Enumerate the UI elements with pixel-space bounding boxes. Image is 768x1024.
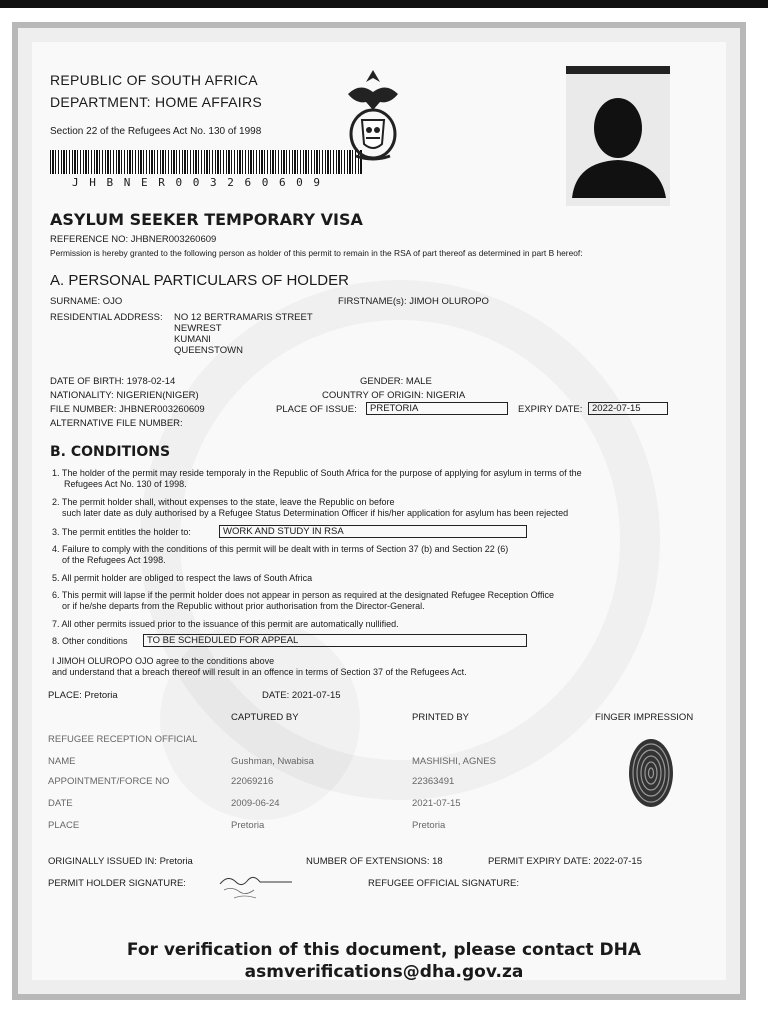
condition-7: 7. All other permits issued prior to the issuance of this permit are automatically nullified. — [52, 619, 399, 629]
expiry-date-label: EXPIRY DATE: — [518, 404, 583, 415]
condition-8: 8. Other conditions — [52, 636, 128, 646]
condition-6-cont: or if he/she departs from the Republic without prior authorisation from the Director-General. — [62, 601, 425, 611]
address-line: QUEENSTOWN — [174, 345, 243, 356]
reference-number: REFERENCE NO: JHBNER003260609 — [50, 234, 217, 245]
captured-place: Pretoria — [231, 820, 265, 831]
conditions-heading: B. CONDITIONS — [50, 444, 171, 460]
nationality: NATIONALITY: NIGERIEN(NIGER) — [50, 390, 199, 401]
permit-expiry-date: PERMIT EXPIRY DATE: 2022-07-15 — [488, 856, 643, 867]
reception-official-label: REFUGEE RECEPTION OFFICIAL — [48, 734, 198, 745]
place-label: PLACE — [48, 820, 80, 831]
captured-name: Gushman, Nwabisa — [231, 756, 314, 767]
barcode-text: J H B N E R 0 0 3 2 6 0 6 0 9 — [72, 176, 323, 189]
country-name: REPUBLIC OF SOUTH AFRICA — [50, 72, 258, 88]
expiry-date-field: 2022-07-15 — [588, 402, 668, 415]
official-signature-label: REFUGEE OFFICIAL SIGNATURE: — [368, 878, 519, 889]
holder-photo — [566, 66, 670, 206]
finger-impression-heading: FINGER IMPRESSION — [595, 712, 694, 723]
alternative-file-number: ALTERNATIVE FILE NUMBER: — [50, 418, 183, 429]
holder-signature-label: PERMIT HOLDER SIGNATURE: — [48, 878, 186, 889]
gender: GENDER: MALE — [360, 376, 432, 387]
condition-6: 6. This permit will lapse if the permit holder does not appear in person as required at the designated Refugee Reception Office — [52, 590, 554, 600]
department-name: DEPARTMENT: HOME AFFAIRS — [50, 94, 263, 110]
first-names: FIRSTNAME(s): JIMOH OLUROPO — [338, 296, 489, 307]
condition-2: 2. The permit holder shall, without expenses to the state, leave the Republic on before — [52, 497, 395, 507]
printed-by-heading: PRINTED BY — [412, 712, 470, 723]
personal-particulars-heading: A. PERSONAL PARTICULARS OF HOLDER — [50, 272, 349, 289]
permission-statement: Permission is hereby granted to the following person as holder of this permit to remain in the RSA of part thereof as determined in part B hereof: — [50, 248, 583, 258]
condition-1-cont: Refugees Act No. 130 of 1998. — [64, 479, 187, 489]
surname: SURNAME: OJO — [50, 296, 123, 307]
country-of-origin: COUNTRY OF ORIGIN: NIGERIA — [322, 390, 466, 401]
condition-5: 5. All permit holder are obliged to respect the laws of South Africa — [52, 573, 313, 583]
name-label: NAME — [48, 756, 76, 767]
originally-issued: ORIGINALLY ISSUED IN: Pretoria — [48, 856, 193, 867]
coat-of-arms-icon — [340, 64, 406, 164]
address-label: RESIDENTIAL ADDRESS: — [50, 312, 163, 323]
verification-email[interactable]: asmverifications@dha.gov.za — [244, 962, 524, 982]
printed-place: Pretoria — [412, 820, 446, 831]
appointment-label: APPOINTMENT/FORCE NO — [48, 776, 170, 787]
condition-2-cont: such later date as duly authorised by a Refugee Status Determination Officer if his/her application for asylum has been rejected — [62, 508, 569, 518]
captured-date: 2009-06-24 — [231, 798, 280, 809]
verification-notice: For verification of this document, please contact DHA — [126, 940, 642, 960]
agreement-line-2: and understand that a breach thereof will result in an offence in terms of Section 37 of the Refugees Act. — [52, 667, 467, 677]
barcode — [50, 150, 362, 174]
condition-8-field: TO BE SCHEDULED FOR APPEAL — [143, 634, 527, 647]
agreement-line-1: I JIMOH OLUROPO OJO agree to the conditions above — [52, 656, 275, 666]
act-reference: Section 22 of the Refugees Act No. 130 of 1998 — [50, 126, 262, 137]
date-of-birth: DATE OF BIRTH: 1978-02-14 — [50, 376, 176, 387]
visa-title: ASYLUM SEEKER TEMPORARY VISA — [50, 210, 363, 229]
holder-signature — [214, 870, 294, 904]
date-label: DATE — [48, 798, 73, 809]
condition-1: 1. The holder of the permit may reside temporaly in the Republic of South Africa for the purpose of applying for asylum in terms of the — [52, 468, 582, 478]
place-of-issue-field: PRETORIA — [366, 402, 508, 415]
fingerprint-icon — [626, 736, 676, 810]
printed-appointment: 22363491 — [412, 776, 455, 787]
number-of-extensions: NUMBER OF EXTENSIONS: 18 — [306, 856, 443, 867]
file-number: FILE NUMBER: JHBNER003260609 — [50, 404, 205, 415]
top-edge — [0, 0, 768, 8]
issue-date: DATE: 2021-07-15 — [262, 690, 341, 701]
place-of-issue-label: PLACE OF ISSUE: — [276, 404, 357, 415]
captured-by-heading: CAPTURED BY — [231, 712, 299, 723]
condition-4-cont: of the Refugees Act 1998. — [62, 555, 166, 565]
issue-place: PLACE: Pretoria — [48, 690, 118, 701]
captured-appointment: 22069216 — [231, 776, 274, 787]
address-line: KUMANI — [174, 334, 211, 345]
address-line: NEWREST — [174, 323, 222, 334]
condition-3-field: WORK AND STUDY IN RSA — [219, 525, 527, 538]
condition-3: 3. The permit entitles the holder to: — [52, 527, 191, 537]
address-line: NO 12 BERTRAMARIS STREET — [174, 312, 313, 323]
printed-date: 2021-07-15 — [412, 798, 461, 809]
condition-4: 4. Failure to comply with the conditions of this permit will be dealt with in terms of Section 37 (b) and Section 22 (6) — [52, 544, 509, 554]
printed-name: MASHISHI, AGNES — [412, 756, 496, 767]
